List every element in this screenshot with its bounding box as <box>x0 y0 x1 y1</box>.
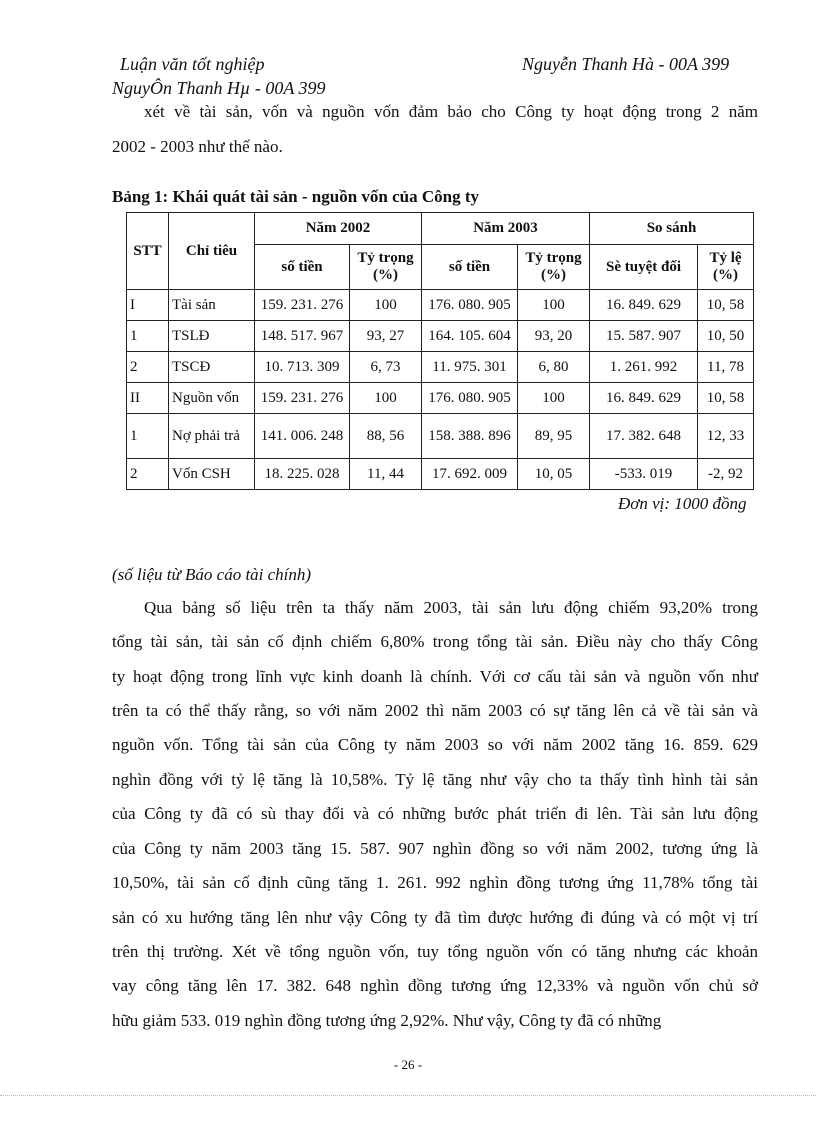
body-line-1: Qua bảng số liệu trên ta thấy năm 2003, tài sản lưu động chiếm 93,20% trong <box>144 598 758 617</box>
cell-absolute: 15. 587. 907 <box>590 321 698 352</box>
cell-indicator: TSLĐ <box>169 321 255 352</box>
header-amount-2003: số tiền <box>422 245 518 290</box>
intro-line-1: xét về tài sản, vốn và nguồn vốn đảm bảo cho Công ty hoạt động trong 2 năm <box>144 102 758 121</box>
cell-weight-2002: 100 <box>350 290 422 321</box>
page-number: - 26 - <box>393 1057 423 1072</box>
intro-line-2: 2002 - 2003 như thế nào. <box>112 137 283 156</box>
body-line-11: trên thị trường. Xét về tổng nguồn vốn, tuy tổng nguồn vốn có tăng nhưng các khoản <box>112 942 758 961</box>
table-row <box>127 321 754 352</box>
cell-rate: 10, 58 <box>698 383 754 414</box>
header-year-2003: Năm 2003 <box>422 213 590 245</box>
cell-amount-2002: 159. 231. 276 <box>255 290 350 321</box>
body-line-12: vay công tăng lên 17. 382. 648 nghìn đồng tương ứng 12,33% và nguồn vốn chủ sở <box>112 976 758 995</box>
header-absolute: Sè tuyệt đối <box>590 245 698 290</box>
header-right: Nguyễn Thanh Hà - 00A 399 <box>522 54 730 74</box>
body-line-10: sản có xu hướng tăng lên như vậy Công ty đã tìm được hướng đi đúng và có một vị trí <box>112 908 758 927</box>
cell-amount-2002: 141. 006. 248 <box>255 414 350 459</box>
asset-capital-table <box>126 212 754 490</box>
cell-stt: II <box>127 383 169 414</box>
body-line-13: hữu giảm 533. 019 nghìn đồng tương ứng 2,92%. Như vậy, Công ty đã có những <box>112 1011 662 1030</box>
cell-weight-2003: 10, 05 <box>518 459 590 490</box>
cell-weight-2003: 93, 20 <box>518 321 590 352</box>
header-indicator: Chỉ tiêu <box>169 213 255 290</box>
cell-amount-2003: 164. 105. 604 <box>422 321 518 352</box>
body-line-3: ty hoạt động trong lĩnh vực kinh doanh là chính. Với cơ cấu tài sản và nguồn vốn như <box>112 667 758 686</box>
table-header-row-1 <box>127 213 754 245</box>
header-left: Luận văn tốt nghiệp <box>120 54 265 74</box>
cell-stt: 1 <box>127 414 169 459</box>
cell-indicator: Nợ phải trả <box>169 414 255 459</box>
cell-amount-2002: 148. 517. 967 <box>255 321 350 352</box>
body-line-8: của Công ty năm 2003 tăng 15. 587. 907 nghìn đồng so với năm 2002, tương ứng là <box>112 839 758 858</box>
cell-weight-2002: 6, 73 <box>350 352 422 383</box>
header-compare: So sánh <box>590 213 754 245</box>
table-row <box>127 383 754 414</box>
header-year-2002: Năm 2002 <box>255 213 422 245</box>
cell-amount-2002: 10. 713. 309 <box>255 352 350 383</box>
data-source-note: (số liệu từ Báo cáo tài chính) <box>112 565 312 584</box>
cell-rate: 10, 58 <box>698 290 754 321</box>
header-weight-2002: Tỷ trọng (%) <box>350 245 422 290</box>
cell-rate: -2, 92 <box>698 459 754 490</box>
cell-indicator: Vốn CSH <box>169 459 255 490</box>
cell-amount-2003: 11. 975. 301 <box>422 352 518 383</box>
cell-weight-2003: 6, 80 <box>518 352 590 383</box>
header-rate: Tỷ lệ (%) <box>698 245 754 290</box>
header-left-duplicate: NguyÔn Thanh Hµ - 00A 399 <box>112 78 326 98</box>
cell-absolute: 17. 382. 648 <box>590 414 698 459</box>
cell-stt: 1 <box>127 321 169 352</box>
cell-absolute: 1. 261. 992 <box>590 352 698 383</box>
cell-stt: 2 <box>127 459 169 490</box>
cell-absolute: 16. 849. 629 <box>590 383 698 414</box>
cell-rate: 11, 78 <box>698 352 754 383</box>
body-line-9: 10,50%, tài sản cố định cũng tăng 1. 261. 992 nghìn đồng tương ứng 11,78% tổng tài <box>112 873 758 892</box>
body-line-2: tổng tài sản, tài sản cố định chiếm 6,80% trong tổng tài sản. Điều này cho thấy Công <box>112 632 758 651</box>
table-unit-note: Đơn vị: 1000 đồng <box>618 494 747 513</box>
cell-absolute: 16. 849. 629 <box>590 290 698 321</box>
header-stt: STT <box>127 213 169 290</box>
header-weight-2003: Tỷ trọng (%) <box>518 245 590 290</box>
cell-rate: 12, 33 <box>698 414 754 459</box>
cell-amount-2003: 158. 388. 896 <box>422 414 518 459</box>
cell-weight-2003: 89, 95 <box>518 414 590 459</box>
header-amount-2002: số tiền <box>255 245 350 290</box>
table-row <box>127 290 754 321</box>
table-row <box>127 352 754 383</box>
cell-indicator: TSCĐ <box>169 352 255 383</box>
cell-stt: I <box>127 290 169 321</box>
body-line-5: nguồn vốn. Tổng tài sản của Công ty năm 2003 so với năm 2002 tăng 16. 859. 629 <box>112 735 758 754</box>
cell-amount-2003: 17. 692. 009 <box>422 459 518 490</box>
body-line-4: trên ta có thể thấy rằng, so với năm 2002 thì năm 2003 có sự tăng lên cả về tài sản và <box>112 701 758 720</box>
cell-weight-2002: 11, 44 <box>350 459 422 490</box>
page-edge-divider <box>0 1095 816 1096</box>
cell-weight-2002: 88, 56 <box>350 414 422 459</box>
cell-weight-2002: 93, 27 <box>350 321 422 352</box>
cell-amount-2003: 176. 080. 905 <box>422 383 518 414</box>
body-line-6: nghìn đồng với tỷ lệ tăng là 10,58%. Tỷ lệ tăng như vậy cho ta thấy tình hình tài sản <box>112 770 758 789</box>
cell-amount-2002: 18. 225. 028 <box>255 459 350 490</box>
table-row <box>127 414 754 459</box>
cell-amount-2002: 159. 231. 276 <box>255 383 350 414</box>
table-title: Bảng 1: Khái quát tài sản - nguồn vốn của Công ty <box>112 187 480 206</box>
cell-weight-2003: 100 <box>518 383 590 414</box>
cell-indicator: Nguồn vốn <box>169 383 255 414</box>
cell-rate: 10, 50 <box>698 321 754 352</box>
cell-weight-2002: 100 <box>350 383 422 414</box>
cell-amount-2003: 176. 080. 905 <box>422 290 518 321</box>
body-line-7: của Công ty đã có sù thay đổi và có những bước phát triển đi lên. Tài sản lưu động <box>112 804 758 823</box>
cell-stt: 2 <box>127 352 169 383</box>
cell-absolute: -533. 019 <box>590 459 698 490</box>
cell-indicator: Tài sản <box>169 290 255 321</box>
table-row <box>127 459 754 490</box>
cell-weight-2003: 100 <box>518 290 590 321</box>
